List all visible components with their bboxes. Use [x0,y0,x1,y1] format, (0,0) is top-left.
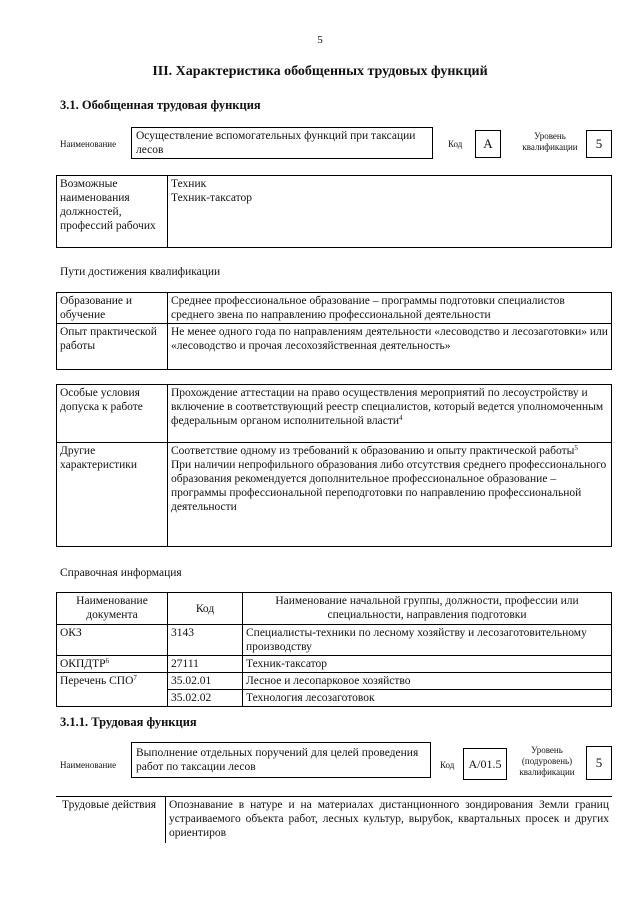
ref-name: Специалисты-техники по лесному хозяйству и лесозаготовительному производству [243,625,612,656]
tf-code-value: А/01.5 [463,748,507,780]
ref-code: 27111 [168,656,243,673]
ref-doc: ОКПДТР [60,658,106,670]
ref-name: Техник-таксатор [243,656,612,673]
col-name: Наименование начальной группы, должности, профессии или специальности, направления подготовки [243,593,612,625]
conditions-table [56,384,612,547]
special-label: Особые условия допуска к работе [57,385,168,443]
other-value-1: Соответствие одному из требований к образованию и опыту практической работы [171,445,575,457]
footnote-5: 5 [574,444,578,452]
table-row [57,656,612,673]
other-value-2: При наличии непрофильного образования либо отсутствия среднего профессионального образования рекомендуется дополнительное профессиональное образование – программы профессиональной переподготовки по направлению профессиональной деятельности [171,459,607,513]
ref-doc: ОКЗ [57,625,168,656]
gtf-level-label: Уровень квалификации [522,131,578,152]
footnote-6: 6 [105,657,110,665]
ref-code: 3143 [168,625,243,656]
experience-value: Не менее одного года по направлениям деятельности «лесоводство и лесозаготовки» или «лесоводство и прочая лесохозяйственная деятельность» [168,324,612,370]
paths-heading: Пути достижения квалификации [60,266,221,278]
ref-code: 35.02.02 [168,690,243,707]
page-number: 5 [317,34,323,46]
ref-doc: Перечень СПО [60,675,134,687]
footnote-4: 4 [399,414,403,422]
section-title: III. Характеристика обобщенных трудовых функций [152,64,488,79]
gtf-level-value: 5 [586,130,612,158]
actions-value: Опознавание в натуре и на материалах дистанционного зондирования Земли границ устраиваемого объекта работ, лесных культур, вырубок, квартальных просек и других ориентиров [166,797,613,843]
tf-code-label: Код [440,760,455,770]
reference-heading: Справочная информация [60,567,182,579]
special-value: Прохождение аттестации на право осуществления мероприятий по лесоустройству и включение в соответствующий реестр специалистов, который ведется уполномоченным федеральным органом исполнительной власти [171,387,604,427]
ref-name: Лесное и лесопарковое хозяйство [243,673,612,690]
tf-heading: 3.1.1. Трудовая функция [60,715,197,729]
gtf-name-value: Осуществление вспомогательных функций при таксации лесов [131,127,433,159]
position-item: Техник [171,178,207,190]
tf-name-label: Наименование [60,760,117,770]
col-code: Код [168,593,243,625]
ref-name: Технология лесозаготовок [243,690,612,707]
reference-table [56,592,612,707]
ref-doc [57,690,168,707]
positions-table [56,175,612,248]
other-label: Другие характеристики [57,443,168,547]
actions-label: Трудовые действия [56,797,166,843]
table-row [57,673,612,690]
tf-level-label: Уровень (подуровень) квалификации [519,745,575,777]
table-row [57,625,612,656]
paths-table [56,292,612,370]
ref-code: 35.02.01 [168,673,243,690]
gtf-name-label: Наименование [60,139,117,149]
table-row [57,690,612,707]
gtf-code-label: Код [448,139,463,149]
footnote-7: 7 [133,674,137,682]
education-label: Образование и обучение [57,293,168,324]
position-item: Техник-таксатор [171,192,253,204]
tf-name-value: Выполнение отдельных поручений для целей проведения работ по таксации лесов [131,742,431,778]
tf-level-value: 5 [586,746,612,780]
actions-table [56,796,612,843]
positions-label: Возможные наименования должностей, профессий рабочих [57,176,168,248]
gtf-heading: 3.1. Обобщенная трудовая функция [60,98,261,112]
col-doc: Наименование документа [57,593,168,625]
education-value: Среднее профессиональное образование – программы подготовки специалистов среднего звена по направлению профессиональной деятельности [168,293,612,324]
experience-label: Опыт практической работы [57,324,168,370]
gtf-code-value: A [475,130,501,158]
